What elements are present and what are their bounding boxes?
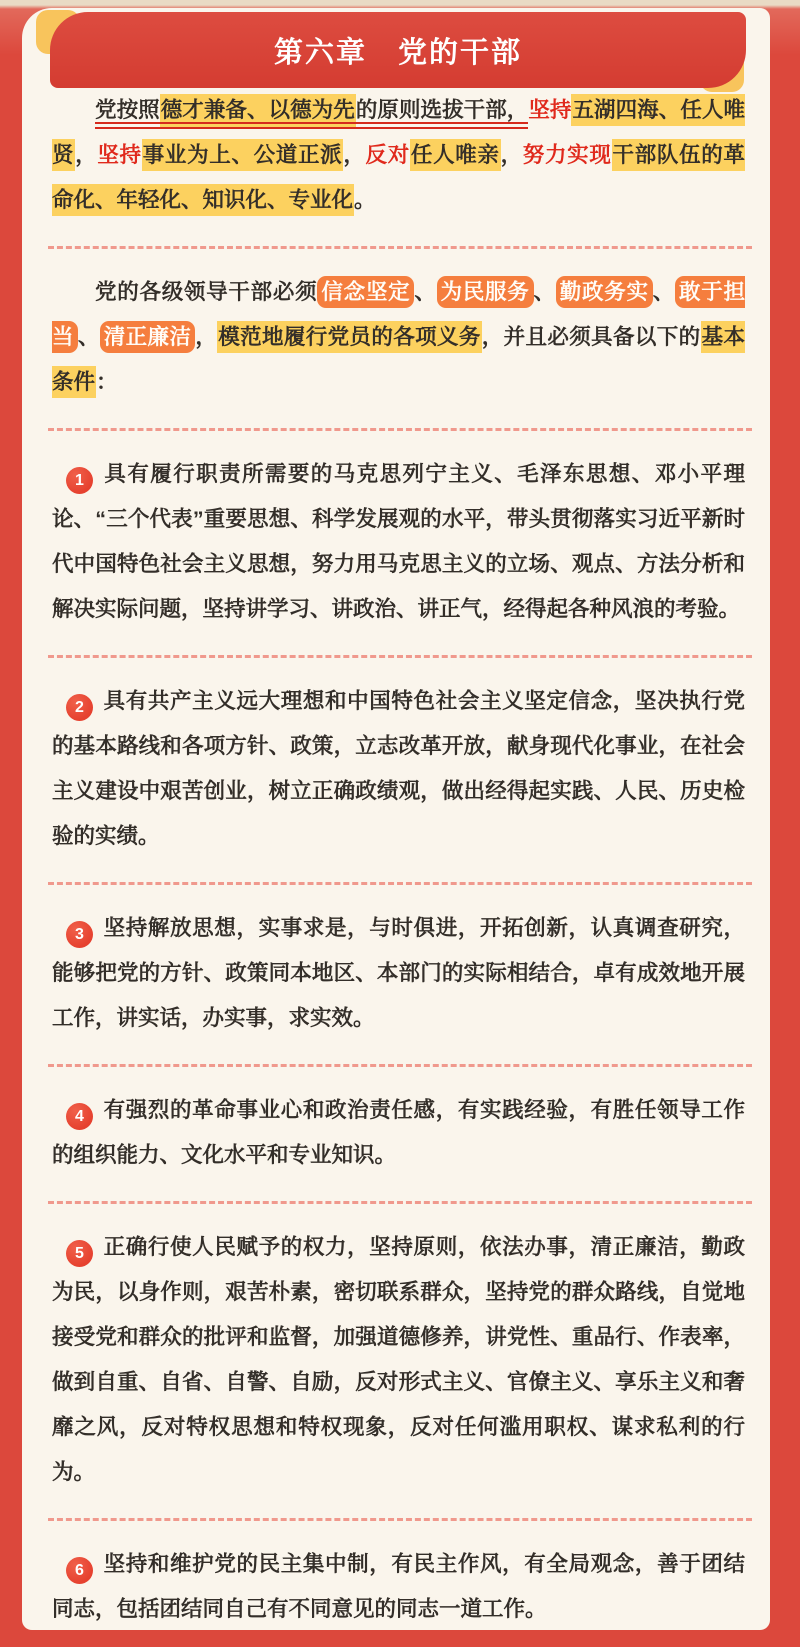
dashed-divider	[48, 1064, 752, 1067]
text-segment-orange: 勤政务实	[556, 276, 653, 308]
text-segment-plain: 。	[354, 188, 376, 212]
text-segment-yellow: 五湖四海、任人唯贤	[52, 94, 745, 171]
list-item-5	[52, 1225, 745, 1495]
list-item-text: 具有共产主义远大理想和中国特色社会主义坚定信念，坚决执行党的基本路线和各项方针、政策，立志改革开放，献身现代化事业，在社会主义建设中艰苦创业，树立正确政绩观，做出经得起实践、人民、历史检验的实绩。	[52, 689, 745, 848]
item-number-badge: 1	[66, 467, 93, 494]
text-segment-orange: 为民服务	[437, 276, 534, 308]
list-item-1	[52, 452, 745, 632]
item-number-badge: 5	[66, 1240, 93, 1267]
text-segment-plain: ，	[343, 143, 366, 167]
dashed-divider	[48, 882, 752, 885]
dashed-divider	[48, 655, 752, 658]
dashed-divider	[48, 428, 752, 431]
list-item-text: 有强烈的革命事业心和政治责任感，有实践经验，有胜任领导工作的组织能力、文化水平和专业知识。	[52, 1098, 745, 1167]
list-item-2	[52, 679, 745, 859]
text-segment-plain: ：	[96, 370, 118, 394]
text-segment-orange: 清正廉洁	[100, 321, 196, 353]
text-segment-plain: 、	[533, 280, 556, 304]
text-segment-yellow: 事业为上、公道正派	[142, 139, 344, 171]
text-segment-orange: 敢于担当	[52, 276, 745, 353]
item-number-badge: 2	[66, 694, 93, 721]
text-segment-plain: 的原则选拔干部，	[356, 98, 529, 129]
text-segment-plain: 党的各级领导干部必须	[95, 280, 318, 304]
list-item-text: 坚持和维护党的民主集中制，有民主作风，有全局观念，善于团结同志，包括团结同自己有不同意见的同志一道工作。	[52, 1552, 745, 1621]
text-segment-yellow: 模范地履行党员的各项义务	[217, 321, 482, 353]
text-segment-plain: 、	[414, 280, 437, 304]
text-segment-plain: 、	[652, 280, 675, 304]
list-item-text: 具有履行职责所需要的马克思列宁主义、毛泽东思想、邓小平理论、“三个代表”重要思想、科学发展观的水平，带头贯彻落实习近平新时代中国特色社会主义思想，努力用马克思主义的立场、观点、方法分析和解决实际问题，坚持讲学习、讲政治、讲正气，经得起各种风浪的考验。	[52, 462, 745, 621]
item-number-badge: 6	[66, 1557, 93, 1584]
text-segment-red: 坚持	[97, 143, 142, 167]
text-segment-red: 反对	[365, 143, 410, 167]
chapter-banner-area	[50, 12, 758, 88]
text-segment-plain: ，	[75, 143, 98, 167]
text-segment-plain: ，	[195, 325, 218, 349]
intro-paragraph-1	[52, 88, 745, 223]
content-card	[22, 8, 770, 1630]
chapter-banner	[50, 12, 746, 88]
dashed-divider	[48, 246, 752, 249]
text-segment-red: 努力实现	[522, 143, 612, 167]
list-item-4	[52, 1088, 745, 1178]
text-segment-orange: 信念坚定	[317, 276, 414, 308]
item-number-badge: 3	[66, 921, 93, 948]
dashed-divider	[48, 1518, 752, 1521]
list-item-text: 坚持解放思想，实事求是，与时俱进，开拓创新，认真调查研究，能够把党的方针、政策同本地区、本部门的实际相结合，卓有成效地开展工作，讲实话，办实事，求实效。	[52, 916, 745, 1030]
intro-paragraph-2	[52, 270, 745, 405]
text-segment-plain: ，	[500, 143, 523, 167]
list-item-3	[52, 906, 745, 1041]
article-body	[22, 88, 770, 1632]
text-segment-red: 坚持	[528, 98, 572, 122]
text-segment-plain: 、	[77, 325, 100, 349]
dashed-divider	[48, 1201, 752, 1204]
text-segment-plain: 党按照	[95, 98, 160, 129]
item-number-badge: 4	[66, 1103, 93, 1130]
text-segment-yellow: 基本条件	[52, 321, 745, 398]
text-segment-yellow: 任人唯亲	[410, 139, 501, 171]
text-segment-yellow: 干部队伍的革命化、年轻化、知识化、专业化	[52, 139, 745, 216]
text-segment-yellow: 德才兼备、以德为先	[160, 94, 356, 129]
list-item-text: 正确行使人民赋予的权力，坚持原则，依法办事，清正廉洁，勤政为民，以身作则，艰苦朴素，密切联系群众，坚持党的群众路线，自觉地接受党和群众的批评和监督，加强道德修养，讲党性、重品行、作表率，做到自重、自省、自警、自励，反对形式主义、官僚主义、享乐主义和奢靡之风，反对特权思想和特权现象，反对任何滥用职权、谋求私利的行为。	[52, 1235, 745, 1484]
chapter-title: 第六章 党的干部	[273, 36, 522, 69]
text-segment-plain: ，并且必须具备以下的	[481, 325, 701, 349]
list-item-6	[52, 1542, 745, 1632]
